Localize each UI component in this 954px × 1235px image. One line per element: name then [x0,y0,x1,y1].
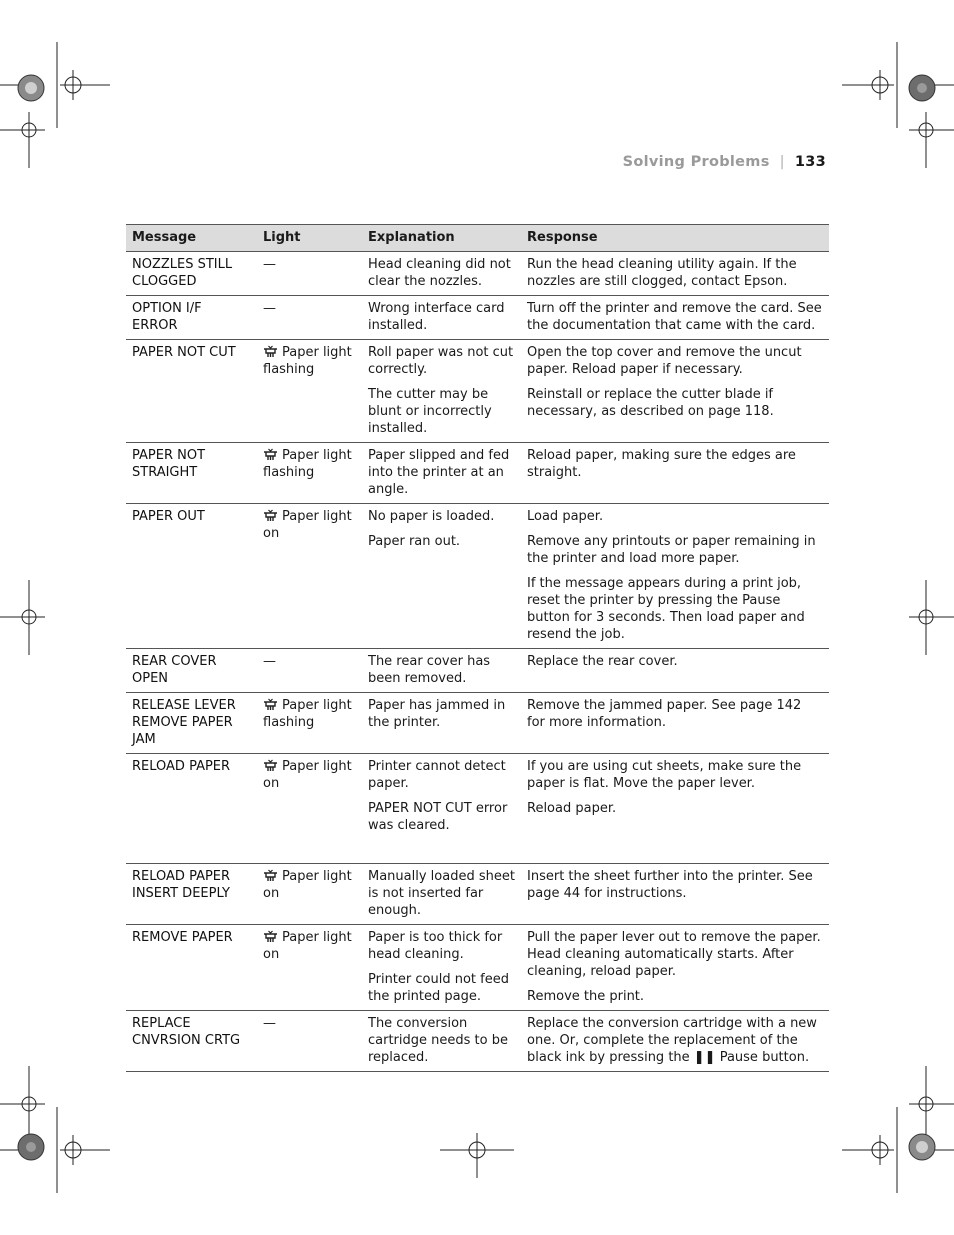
paper-light-icon [263,759,278,772]
error-message: RELOAD PAPER [126,754,257,864]
explanation-text: The rear cover has been removed. [368,654,491,686]
error-message: NOZZLES STILL CLOGGED [126,252,257,296]
response-text: Load paper. [527,509,604,524]
response-cell [521,1011,829,1072]
explanation-text: Paper slipped and fed into the printer at an angle. [368,448,510,497]
header-separator: | [779,154,785,170]
response-text: Run the head cleaning utility again. If the nozzles are still clogged, contact Epson. [527,257,797,289]
response-text: Open the top cover and remove the uncut paper. Reload paper if necessary. [527,345,802,377]
table-row [126,296,829,340]
error-message: PAPER OUT [126,504,257,649]
column-header-light: Light [257,225,362,252]
explanation-cell [362,296,521,340]
column-header-explanation: Explanation [362,225,521,252]
response-text: Remove the jammed paper. See page 142 for more information. [527,698,802,730]
error-message: OPTION I/F ERROR [126,296,257,340]
light-label: — [263,654,276,669]
paper-light-icon [263,448,278,461]
response-text: Remove any printouts or paper remaining in the printer and load more paper. [527,534,816,566]
response-text: Pull the paper lever out to remove the paper. Head cleaning automatically starts. After cleaning, reload paper. [527,930,821,979]
light-label: Paper light flashing [263,698,352,730]
response-cell [521,340,829,443]
light-label: Paper light flashing [263,448,352,480]
explanation-text: The cutter may be blunt or incorrectly installed. [368,387,492,436]
light-label: Paper light on [263,759,352,791]
page-number: 133 [794,154,826,170]
explanation-cell [362,443,521,504]
error-message: PAPER NOT STRAIGHT [126,443,257,504]
explanation-text: Paper ran out. [368,534,461,549]
response-cell [521,864,829,925]
table-header-row [126,225,829,252]
column-header-response: Response [521,225,829,252]
table-row [126,252,829,296]
light-label: — [263,1016,276,1031]
explanation-text: Printer could not feed the printed page. [368,972,509,1004]
response-text: If the message appears during a print job, reset the printer by pressing the Pause button for 3 seconds. Then load paper and resend the job. [527,576,805,642]
table-row [126,340,829,443]
response-cell [521,252,829,296]
paper-light-icon [263,509,278,522]
error-message: REAR COVER OPEN [126,649,257,693]
response-text: Turn off the printer and remove the card. See the documentation that came with the card. [527,301,822,333]
table-row [126,649,829,693]
explanation-text: Roll paper was not cut correctly. [368,345,514,377]
light-status [257,1011,362,1072]
light-label: Paper light on [263,930,352,962]
explanation-cell [362,1011,521,1072]
light-label: Paper light flashing [263,345,352,377]
table-row [126,754,829,864]
page-header [623,154,826,170]
explanation-text: Manually loaded sheet is not inserted far enough. [368,869,515,918]
explanation-text: No paper is loaded. [368,509,495,524]
light-status [257,340,362,443]
light-status [257,649,362,693]
error-message: RELOAD PAPER INSERT DEEPLY [126,864,257,925]
light-status [257,443,362,504]
response-cell [521,754,829,864]
paper-light-icon [263,930,278,943]
light-status [257,864,362,925]
explanation-text: Paper is too thick for head cleaning. [368,930,503,962]
light-status [257,296,362,340]
table-row [126,693,829,754]
response-cell [521,649,829,693]
paper-light-icon [263,345,278,358]
response-text: Reload paper, making sure the edges are straight. [527,448,796,480]
error-message: REPLACE CNVRSION CRTG [126,1011,257,1072]
light-status [257,754,362,864]
light-status [257,252,362,296]
light-status [257,693,362,754]
paper-light-icon [263,698,278,711]
paper-light-icon [263,869,278,882]
response-text: Reload paper. [527,801,617,816]
table-row [126,443,829,504]
response-text: Replace the conversion cartridge with a new one. Or, complete the replacement of the black ink by pressing the ❚❚ Pause button. [527,1016,817,1065]
explanation-cell [362,340,521,443]
explanation-cell [362,693,521,754]
explanation-cell [362,864,521,925]
light-status [257,504,362,649]
response-cell [521,296,829,340]
error-message: RELEASE LEVER REMOVE PAPER JAM [126,693,257,754]
column-header-message: Message [126,225,257,252]
explanation-cell [362,504,521,649]
explanation-cell [362,925,521,1011]
response-text: If you are using cut sheets, make sure the paper is flat. Move the paper lever. [527,759,802,791]
explanation-text: Wrong interface card installed. [368,301,505,333]
light-label: — [263,257,276,272]
response-cell [521,504,829,649]
error-message: PAPER NOT CUT [126,340,257,443]
light-label: — [263,301,276,316]
response-cell [521,925,829,1011]
section-title: Solving Problems [622,154,770,170]
table-row [126,1011,829,1072]
explanation-text: Printer cannot detect paper. [368,759,506,791]
response-text: Reinstall or replace the cutter blade if necessary, as described on page 118. [527,387,774,419]
response-text: Replace the rear cover. [527,654,678,669]
light-label: Paper light on [263,509,352,541]
explanation-text: Paper has jammed in the printer. [368,698,506,730]
table-row [126,504,829,649]
table-row [126,864,829,925]
table-row [126,925,829,1011]
explanation-text: Head cleaning did not clear the nozzles. [368,257,511,289]
error-message: REMOVE PAPER [126,925,257,1011]
explanation-text: The conversion cartridge needs to be replaced. [368,1016,508,1065]
response-cell [521,443,829,504]
explanation-text: PAPER NOT CUT error was cleared. [368,801,508,833]
response-cell [521,693,829,754]
response-text: Insert the sheet further into the printer. See page 44 for instructions. [527,869,813,901]
light-status [257,925,362,1011]
response-text: Remove the print. [527,989,645,1004]
explanation-cell [362,649,521,693]
error-message-table [126,224,829,1072]
explanation-cell [362,754,521,864]
explanation-cell [362,252,521,296]
light-label: Paper light on [263,869,352,901]
